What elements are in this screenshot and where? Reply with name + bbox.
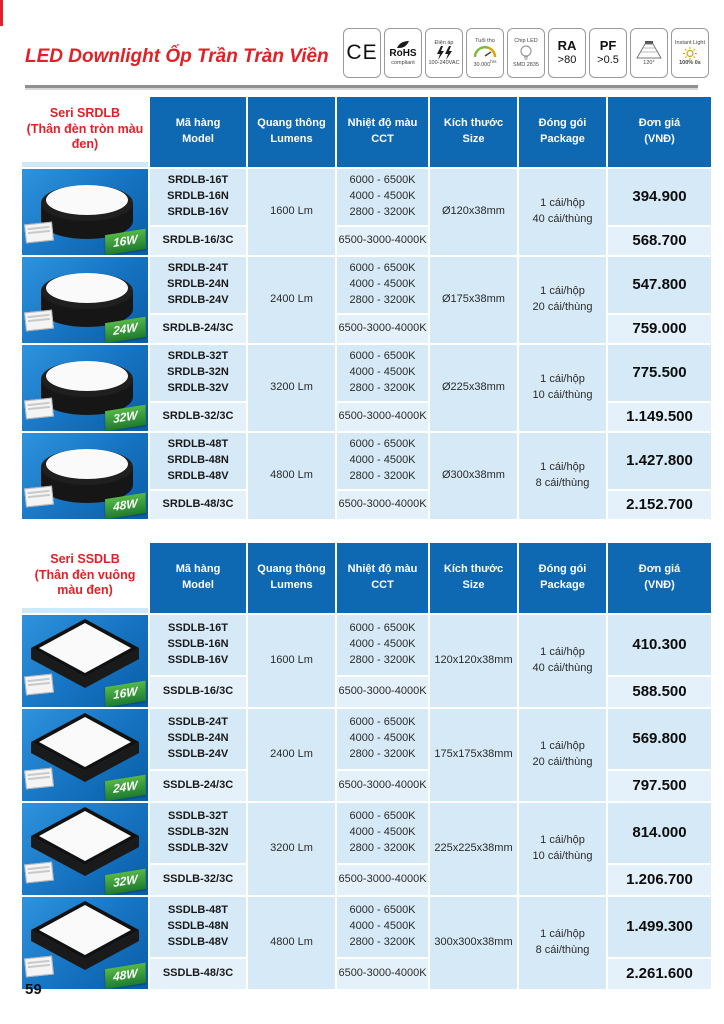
package-cell <box>519 345 606 431</box>
cct-line: 6000 - 6500K <box>349 622 416 635</box>
page-number: 59 <box>25 981 42 998</box>
cct-cell <box>337 169 428 225</box>
price-3c-cell: 588.500 <box>608 677 711 707</box>
package-line: 40 cái/thùng <box>532 213 593 225</box>
package-line: 8 cái/thùng <box>535 944 590 956</box>
lightning-bolts-icon <box>435 46 453 60</box>
model-line: SSDLB-16T <box>168 622 228 635</box>
package-line: 1 cái/hộp <box>540 285 585 298</box>
wattage-badge: 16W <box>105 680 146 707</box>
package-line: 1 cái/hộp <box>540 461 585 474</box>
rohs-sub: compliant <box>391 59 415 66</box>
model-cell <box>150 709 246 769</box>
model-cell <box>150 169 246 225</box>
size-cell: Ø300x38mm <box>430 433 517 519</box>
cct-line: 2800 - 3200K <box>349 205 416 218</box>
instant-values: 100% 0s <box>679 59 701 66</box>
model-line: SRDLB-16V <box>167 205 229 218</box>
wattage-badge: 32W <box>105 404 146 431</box>
model-line: SRDLB-24V <box>167 293 229 306</box>
package-cell <box>519 257 606 343</box>
led-driver-image <box>24 956 54 978</box>
cct-line: 4000 - 4500K <box>349 920 416 933</box>
chip-title: Chip LED <box>514 38 538 45</box>
led-driver-image <box>24 862 54 884</box>
cct-line: 6000 - 6500K <box>349 438 416 451</box>
price-3c-cell: 1.206.700 <box>608 865 711 895</box>
wattage-badge: 24W <box>105 316 146 343</box>
ce-mark-icon: CE <box>346 40 378 64</box>
srdlb-table-header <box>22 97 711 167</box>
model-line: SRDLB-24N <box>167 278 229 291</box>
package-cell <box>519 433 606 519</box>
cct-line: 6000 - 6500K <box>349 716 416 729</box>
lumens-cell: 4800 Lm <box>248 897 335 989</box>
column-header-price: Đơn giá (VNĐ) <box>608 543 711 613</box>
product-row-group <box>22 433 711 519</box>
product-image-cell <box>22 169 148 255</box>
column-header-cct: Nhiệt độ màu CCT <box>337 97 428 167</box>
size-cell: Ø175x38mm <box>430 257 517 343</box>
model-cell <box>150 257 246 313</box>
series-label: Seri SRDLB (Thân đèn tròn màu đen) <box>22 97 148 167</box>
cct-3c-cell: 6500-3000-4000K <box>337 865 428 895</box>
pf-value: >0.5 <box>597 54 619 67</box>
product-image-cell <box>22 257 148 343</box>
cct-3c-cell: 6500-3000-4000K <box>337 771 428 801</box>
model-cell <box>150 897 246 957</box>
chip-led-badge <box>507 28 545 78</box>
cct-line: 6000 - 6500K <box>349 904 416 917</box>
price-cell: 1.427.800 <box>608 433 711 489</box>
column-header-package: Đóng gói Package <box>519 97 606 167</box>
size-cell: Ø120x38mm <box>430 169 517 255</box>
price-cell: 410.300 <box>608 615 711 675</box>
ssdlb-table-header <box>22 543 711 613</box>
cct-3c-cell: 6500-3000-4000K <box>337 677 428 707</box>
price-cell: 394.900 <box>608 169 711 225</box>
voltage-value: 100-240VAC <box>428 60 460 66</box>
package-cell <box>519 709 606 801</box>
column-header-lumens: Quang thông Lumens <box>248 543 335 613</box>
cct-cell <box>337 345 428 401</box>
lifespan-badge <box>466 28 504 78</box>
package-cell <box>519 169 606 255</box>
rohs-badge <box>384 28 422 78</box>
chip-value: SMD 2835 <box>513 61 539 68</box>
pf-label: PF <box>599 38 617 54</box>
lumens-cell: 1600 Lm <box>248 615 335 707</box>
wattage-badge: 32W <box>105 868 146 895</box>
model-3c-cell: SRDLB-16/3C <box>150 227 246 255</box>
led-driver-image <box>24 486 54 508</box>
beam-angle-badge <box>630 28 668 78</box>
package-line: 20 cái/thùng <box>532 301 593 313</box>
model-line: SSDLB-16N <box>167 638 229 651</box>
package-line: 10 cái/thùng <box>532 389 593 401</box>
led-driver-image <box>24 310 54 332</box>
model-3c-cell: SSDLB-48/3C <box>150 959 246 989</box>
package-cell <box>519 615 606 707</box>
cct-cell <box>337 257 428 313</box>
column-header-cct: Nhiệt độ màu CCT <box>337 543 428 613</box>
voltage-title: Điện áp <box>434 39 454 46</box>
model-line: SSDLB-16V <box>167 653 229 666</box>
price-3c-cell: 759.000 <box>608 315 711 343</box>
model-line: SSDLB-24N <box>167 732 229 745</box>
model-line: SRDLB-16N <box>167 190 229 203</box>
cct-3c-cell: 6500-3000-4000K <box>337 491 428 519</box>
price-3c-cell: 568.700 <box>608 227 711 255</box>
product-image-cell <box>22 615 148 707</box>
package-line: 8 cái/thùng <box>535 477 590 489</box>
cct-3c-cell: 6500-3000-4000K <box>337 403 428 431</box>
cct-line: 4000 - 4500K <box>349 278 416 291</box>
product-row-group <box>22 169 711 255</box>
product-row-group <box>22 615 711 707</box>
print-corner-mark <box>0 0 3 26</box>
sun-icon <box>682 47 698 60</box>
rohs-label: RoHS <box>389 48 417 60</box>
cct-line: 2800 - 3200K <box>349 469 416 482</box>
package-line: 1 cái/hộp <box>540 740 585 753</box>
cct-line: 4000 - 4500K <box>349 826 416 839</box>
wattage-badge: 16W <box>105 228 146 255</box>
lumens-cell: 3200 Lm <box>248 803 335 895</box>
certification-badge-row <box>343 28 709 78</box>
model-line: SSDLB-48V <box>167 935 229 948</box>
product-image-cell <box>22 897 148 989</box>
cct-line: 2800 - 3200K <box>349 747 416 760</box>
lumens-cell: 4800 Lm <box>248 433 335 519</box>
model-cell <box>150 615 246 675</box>
gauge-icon <box>472 44 498 59</box>
cct-line: 6000 - 6500K <box>349 174 416 187</box>
led-driver-image <box>24 222 54 244</box>
ce-badge <box>343 28 381 78</box>
model-line: SRDLB-48V <box>167 469 229 482</box>
model-3c-cell: SSDLB-24/3C <box>150 771 246 801</box>
voltage-badge <box>425 28 463 78</box>
led-driver-image <box>24 674 54 696</box>
product-image-cell <box>22 433 148 519</box>
pf-badge <box>589 28 627 78</box>
cct-line: 6000 - 6500K <box>349 350 416 363</box>
cct-line: 6000 - 6500K <box>349 810 416 823</box>
cct-line: 2800 - 3200K <box>349 381 416 394</box>
cct-line: 4000 - 4500K <box>349 732 416 745</box>
lumens-cell: 2400 Lm <box>248 709 335 801</box>
size-cell: Ø225x38mm <box>430 345 517 431</box>
cct-line: 2800 - 3200K <box>349 293 416 306</box>
price-cell: 1.499.300 <box>608 897 711 957</box>
cct-cell <box>337 803 428 863</box>
lumens-cell: 1600 Lm <box>248 169 335 255</box>
product-image-cell <box>22 345 148 431</box>
price-3c-cell: 1.149.500 <box>608 403 711 431</box>
price-cell: 569.800 <box>608 709 711 769</box>
column-header-package: Đóng gói Package <box>519 543 606 613</box>
cct-3c-cell: 6500-3000-4000K <box>337 959 428 989</box>
model-3c-cell: SSDLB-16/3C <box>150 677 246 707</box>
instant-light-badge <box>671 28 709 78</box>
wattage-badge: 24W <box>105 774 146 801</box>
ra-value: >80 <box>557 54 577 67</box>
product-row-group <box>22 345 711 431</box>
price-3c-cell: 797.500 <box>608 771 711 801</box>
product-row-group <box>22 257 711 343</box>
product-row-group <box>22 709 711 801</box>
price-cell: 775.500 <box>608 345 711 401</box>
cct-line: 2800 - 3200K <box>349 653 416 666</box>
size-cell: 225x225x38mm <box>430 803 517 895</box>
price-cell: 547.800 <box>608 257 711 313</box>
cct-line: 2800 - 3200K <box>349 935 416 948</box>
model-line: SSDLB-32N <box>167 826 229 839</box>
model-line: SRDLB-32V <box>167 381 229 394</box>
product-row-group <box>22 803 711 895</box>
product-row-group <box>22 897 711 989</box>
column-header-model: Mã hàng Model <box>150 97 246 167</box>
wattage-badge: 48W <box>105 962 146 989</box>
model-3c-cell: SRDLB-32/3C <box>150 403 246 431</box>
header-divider <box>25 85 698 90</box>
model-line: SRDLB-32N <box>167 366 229 379</box>
cct-line: 6000 - 6500K <box>349 262 416 275</box>
model-line: SRDLB-24T <box>167 262 229 275</box>
package-line: 10 cái/thùng <box>532 850 593 862</box>
cct-3c-cell: 6500-3000-4000K <box>337 227 428 255</box>
ssdlb-table-body <box>22 615 711 989</box>
size-cell: 175x175x38mm <box>430 709 517 801</box>
cct-line: 4000 - 4500K <box>349 638 416 651</box>
model-line: SRDLB-48N <box>167 454 229 467</box>
led-driver-image <box>24 768 54 790</box>
led-driver-image <box>24 398 54 420</box>
model-3c-cell: SSDLB-32/3C <box>150 865 246 895</box>
product-image-cell <box>22 709 148 801</box>
model-cell <box>150 433 246 489</box>
lumens-cell: 3200 Lm <box>248 345 335 431</box>
model-cell <box>150 803 246 863</box>
model-line: SSDLB-32T <box>168 810 228 823</box>
instant-title: Instant Light <box>675 40 705 47</box>
package-line: 1 cái/hộp <box>540 373 585 386</box>
column-header-size: Kích thước Size <box>430 543 517 613</box>
package-line: 1 cái/hộp <box>540 928 585 941</box>
srdlb-table <box>22 97 711 519</box>
model-3c-cell: SRDLB-48/3C <box>150 491 246 519</box>
beam-angle-value: 120° <box>643 59 655 66</box>
page-title: LED Downlight Ốp Trần Tràn Viền <box>25 46 329 67</box>
bulb-icon <box>519 45 533 62</box>
size-cell: 120x120x38mm <box>430 615 517 707</box>
model-line: SSDLB-48N <box>167 920 229 933</box>
beam-cone-icon <box>635 40 663 60</box>
cct-line: 4000 - 4500K <box>349 366 416 379</box>
package-line: 1 cái/hộp <box>540 646 585 659</box>
ra-label: RA <box>557 38 577 54</box>
model-line: SSDLB-48T <box>168 904 228 917</box>
cct-line: 2800 - 3200K <box>349 841 416 854</box>
column-header-model: Mã hàng Model <box>150 543 246 613</box>
cct-cell <box>337 615 428 675</box>
model-line: SSDLB-32V <box>167 841 229 854</box>
package-line: 1 cái/hộp <box>540 197 585 210</box>
srdlb-table-body <box>22 169 711 519</box>
cct-line: 4000 - 4500K <box>349 190 416 203</box>
model-line: SSDLB-24T <box>168 716 228 729</box>
cct-3c-cell: 6500-3000-4000K <box>337 315 428 343</box>
model-line: SRDLB-32T <box>167 350 229 363</box>
ssdlb-table <box>22 543 711 989</box>
series-label: Seri SSDLB (Thân đèn vuông màu đen) <box>22 543 148 613</box>
model-line: SRDLB-16T <box>167 174 229 187</box>
package-cell <box>519 897 606 989</box>
price-3c-cell: 2.152.700 <box>608 491 711 519</box>
column-header-lumens: Quang thông Lumens <box>248 97 335 167</box>
package-line: 1 cái/hộp <box>540 834 585 847</box>
cct-cell <box>337 433 428 489</box>
size-cell: 300x300x38mm <box>430 897 517 989</box>
model-3c-cell: SRDLB-24/3C <box>150 315 246 343</box>
price-3c-cell: 2.261.600 <box>608 959 711 989</box>
product-image-cell <box>22 803 148 895</box>
price-cell: 814.000 <box>608 803 711 863</box>
lumens-cell: 2400 Lm <box>248 257 335 343</box>
cct-cell <box>337 897 428 957</box>
model-line: SRDLB-48T <box>167 438 229 451</box>
column-header-size: Kích thước Size <box>430 97 517 167</box>
model-line: SSDLB-24V <box>167 747 229 760</box>
wattage-badge: 48W <box>105 492 146 519</box>
cct-cell <box>337 709 428 769</box>
cct-line: 4000 - 4500K <box>349 454 416 467</box>
column-header-price: Đơn giá (VNĐ) <box>608 97 711 167</box>
package-line: 20 cái/thùng <box>532 756 593 768</box>
package-line: 40 cái/thùng <box>532 662 593 674</box>
lifespan-value: $30.000^{hrs}$ <box>473 59 497 68</box>
lifespan-title: Tuổi thọ <box>475 37 495 44</box>
ra-badge <box>548 28 586 78</box>
package-cell <box>519 803 606 895</box>
model-cell <box>150 345 246 401</box>
